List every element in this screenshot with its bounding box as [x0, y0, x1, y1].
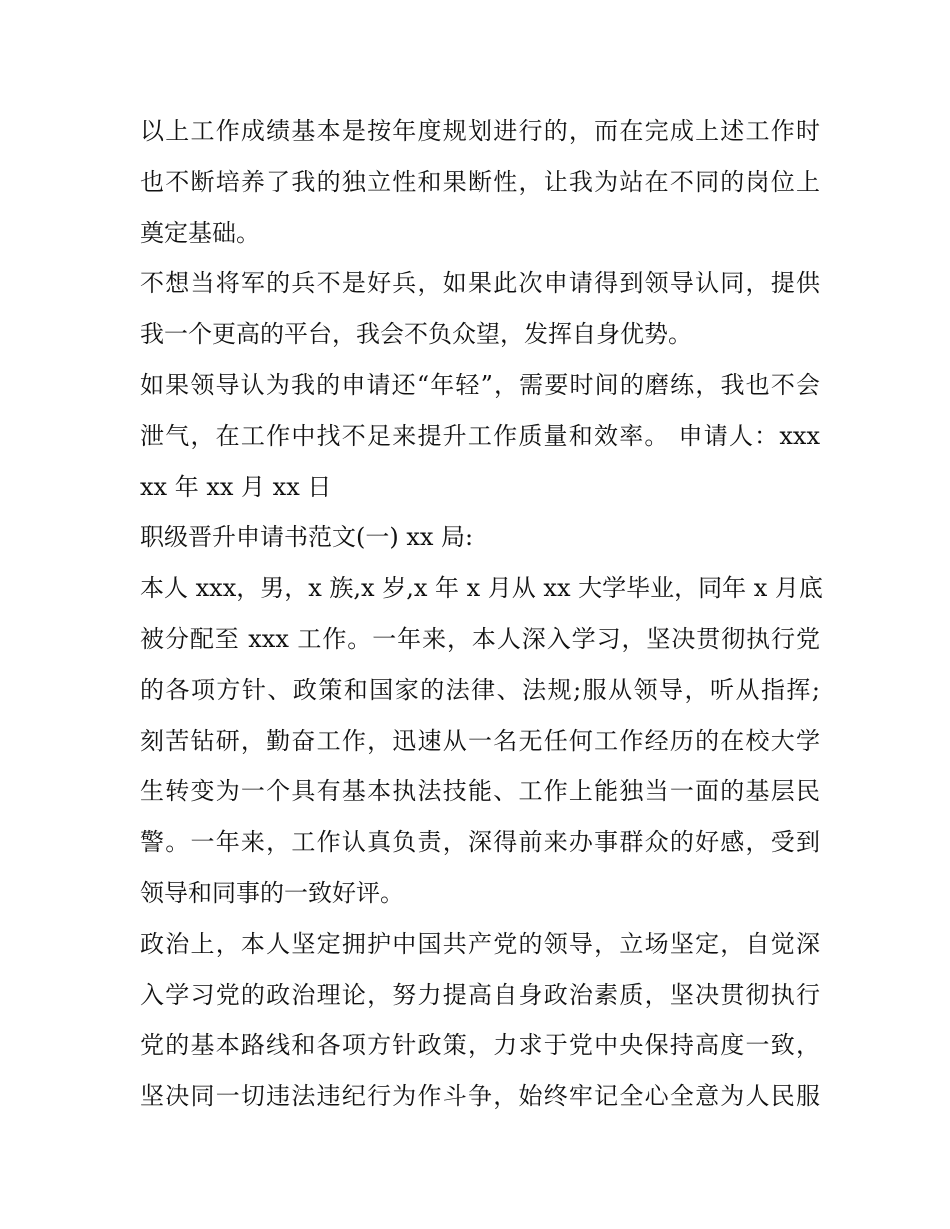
- text-line: 领导和同事的一致好评。: [140, 878, 404, 907]
- text-line: 坚决同一切违法违纪行为作斗争，始终牢记全心全意为人民服: [140, 1082, 820, 1111]
- text-line: 刻苦钻研，勤奋工作，迅速从一名无任何工作经历的在校大学: [140, 726, 820, 755]
- text-line: 入学习党的政治理论，努力提高自身政治素质，坚决贯彻执行: [140, 980, 820, 1009]
- text-line: 警。一年来，工作认真负责，深得前来办事群众的好感，受到: [140, 828, 820, 857]
- text-line: 生转变为一个具有基本执法技能、工作上能独当一面的基层民: [140, 777, 820, 806]
- text-line: 本人 xxx，男，x 族,x 岁,x 年 x 月从 xx 大学毕业，同年 x 月底: [140, 574, 823, 603]
- heading-line: 职级晋升申请书范文(一) xx 局:: [140, 523, 474, 552]
- section-heading: [140, 512, 820, 563]
- signature-date: xx 年 xx 月 xx 日: [140, 472, 332, 501]
- text-line: 以上工作成绩基本是按年度规划进行的，而在完成上述工作时: [140, 117, 820, 145]
- text-line: 政治上，本人坚定拥护中国共产党的领导，立场坚定，自觉深: [140, 929, 820, 958]
- paragraph-closing-signature: [140, 360, 820, 512]
- text-line: 党的基本路线和各项方针政策，力求于党中央保持高度一致，: [140, 1031, 820, 1060]
- text-line: 也不断培养了我的独立性和果断性，让我为站在不同的岗位上: [140, 167, 820, 196]
- text-line: 奠定基础。: [140, 218, 260, 247]
- text-line: 的各项方针、政策和国家的法律、法规;服从领导，听从指挥;: [140, 675, 820, 704]
- document-body: [140, 106, 823, 1122]
- paragraph-work-summary: [140, 106, 820, 258]
- text-line: 不想当将军的兵不是好兵，如果此次申请得到领导认同，提供: [140, 269, 820, 298]
- text-line: 我一个更高的平台，我会不负众望，发挥自身优势。: [140, 320, 692, 349]
- text-line: 被分配至 xxx 工作。一年来，本人深入学习，坚决贯彻执行党: [140, 624, 820, 653]
- paragraph-political: [140, 919, 820, 1122]
- text-line: 如果领导认为我的申请还“年轻”，需要时间的磨练，我也不会: [140, 370, 820, 399]
- text-line: 泄气，在工作中找不足来提升工作质量和效率。 申请人：xxx: [140, 421, 820, 450]
- paragraph-ambition: [140, 258, 820, 360]
- paragraph-introduction: [140, 563, 823, 919]
